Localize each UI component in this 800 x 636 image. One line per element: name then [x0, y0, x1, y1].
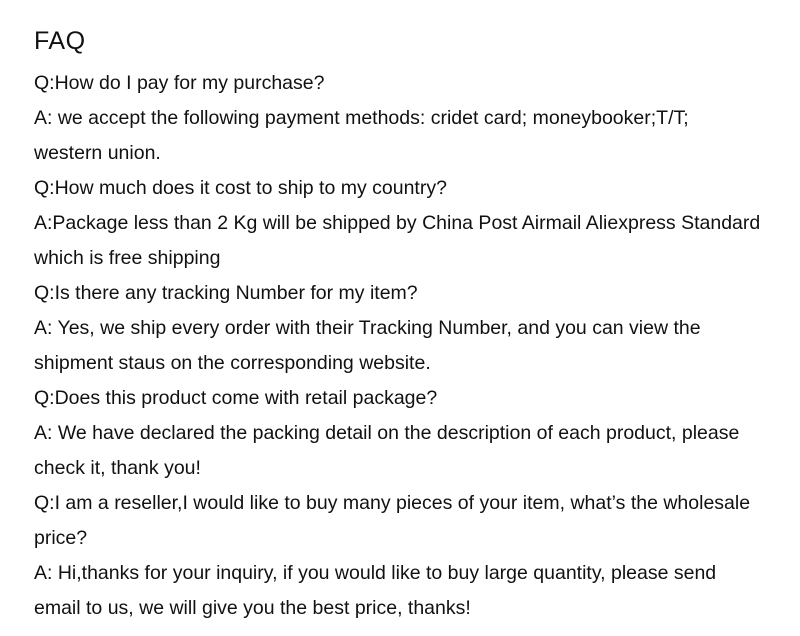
faq-answer-line: A: Hi,thanks for your inquiry, if you would like to buy large quantity, please send — [34, 562, 717, 584]
faq-question-line: Q:Is there any tracking Number for my item? — [34, 282, 418, 304]
faq-question-line: price? — [34, 527, 88, 549]
faq-title: FAQ — [34, 27, 86, 55]
faq-answer-line: A: Yes, we ship every order with their Tracking Number, and you can view the — [34, 317, 701, 339]
faq-answer-line: western union. — [34, 142, 161, 164]
faq-answer-line: check it, thank you! — [34, 457, 201, 479]
faq-question-line: Q:How do I pay for my purchase? — [34, 72, 325, 94]
faq-answer-line: A: We have declared the packing detail on the description of each product, please — [34, 422, 740, 444]
faq-answer-line: A: we accept the following payment methods: cridet card; moneybooker;T/T; — [34, 107, 689, 129]
faq-question-line: Q:Does this product come with retail package? — [34, 387, 438, 409]
faq-answer-line: email to us, we will give you the best price, thanks! — [34, 597, 471, 619]
faq-question-line: Q:How much does it cost to ship to my country? — [34, 177, 447, 199]
faq-section — [34, 26, 790, 626]
faq-answer-line: shipment staus on the corresponding website. — [34, 352, 431, 374]
faq-answer-line: A:Package less than 2 Kg will be shipped by China Post Airmail Aliexpress Standard — [34, 212, 761, 234]
faq-question-line: Q:I am a reseller,I would like to buy many pieces of your item, what’s the wholesale — [34, 492, 751, 514]
faq-answer-line: which is free shipping — [34, 247, 221, 269]
